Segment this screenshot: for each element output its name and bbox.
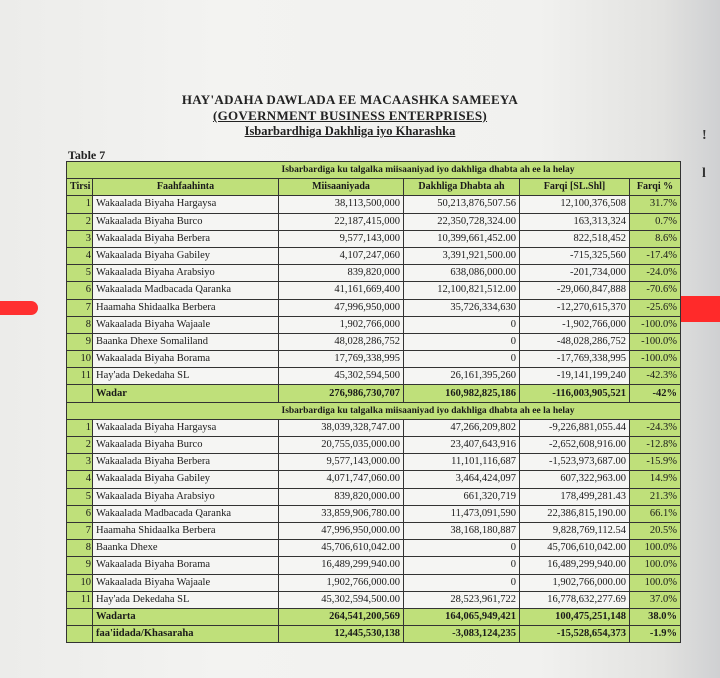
total-spacer xyxy=(67,385,93,402)
row-budget: 33,859,906,780.00 xyxy=(279,505,404,522)
row-actual: 0 xyxy=(404,333,520,350)
row-actual: 28,523,961,722 xyxy=(404,591,520,608)
total-budget: 264,541,200,569 xyxy=(279,608,404,625)
row-percent: -15.9% xyxy=(630,454,681,471)
row-percent: -42.3% xyxy=(630,368,681,385)
total-percent: 38.0% xyxy=(630,608,681,625)
row-percent: 37.0% xyxy=(630,591,681,608)
row-percent: 100.0% xyxy=(630,540,681,557)
column-header-budget: Miisaaniyada xyxy=(279,179,404,196)
page-edge-mark: ! xyxy=(702,128,707,143)
row-difference: 607,322,963.00 xyxy=(520,471,630,488)
total-budget: 276,986,730,707 xyxy=(279,385,404,402)
table-row xyxy=(67,230,681,247)
table-row xyxy=(67,299,681,316)
row-budget: 839,820,000.00 xyxy=(279,488,404,505)
row-description: Wakaalada Madbacada Qaranka xyxy=(93,282,279,299)
row-difference: -19,141,199,240 xyxy=(520,368,630,385)
row-percent: 0.7% xyxy=(630,213,681,230)
row-percent: -100.0% xyxy=(630,316,681,333)
row-percent: -70.6% xyxy=(630,282,681,299)
row-description: Wakaalada Biyaha Hargaysa xyxy=(93,419,279,436)
row-difference: 1,902,766,000.00 xyxy=(520,574,630,591)
row-index: 9 xyxy=(67,333,93,350)
table-row xyxy=(67,505,681,522)
row-actual: 0 xyxy=(404,540,520,557)
row-budget: 47,996,950,000.00 xyxy=(279,522,404,539)
table-row xyxy=(67,368,681,385)
row-budget: 38,113,500,000 xyxy=(279,196,404,213)
row-percent: -24.3% xyxy=(630,419,681,436)
row-difference: 16,778,632,277.69 xyxy=(520,591,630,608)
row-index: 7 xyxy=(67,299,93,316)
row-percent: 100.0% xyxy=(630,574,681,591)
table-row xyxy=(67,437,681,454)
page-edge-mark: l xyxy=(702,166,706,181)
row-percent: 8.6% xyxy=(630,230,681,247)
row-index: 6 xyxy=(67,505,93,522)
row-actual: 35,726,334,630 xyxy=(404,299,520,316)
column-header-difference: Farqi [SL.Shl] xyxy=(520,179,630,196)
row-description: Wakaalada Biyaha Hargaysa xyxy=(93,196,279,213)
row-index: 2 xyxy=(67,213,93,230)
comparison-table xyxy=(66,161,681,643)
row-difference: -715,325,560 xyxy=(520,247,630,264)
table-row xyxy=(67,282,681,299)
row-index: 6 xyxy=(67,282,93,299)
row-actual: 10,399,661,452.00 xyxy=(404,230,520,247)
table-body xyxy=(67,162,681,643)
table-row xyxy=(67,247,681,264)
row-description: Wakaalada Biyaha Burco xyxy=(93,437,279,454)
row-percent: 66.1% xyxy=(630,505,681,522)
table-row xyxy=(67,265,681,282)
red-highlight-marker-left xyxy=(0,301,38,315)
row-budget: 45,302,594,500 xyxy=(279,368,404,385)
row-difference: 163,313,324 xyxy=(520,213,630,230)
row-percent: -17.4% xyxy=(630,247,681,264)
column-header-actual: Dakhliga Dhabta ah xyxy=(404,179,520,196)
row-budget: 4,107,247,060 xyxy=(279,247,404,264)
row-budget: 38,039,328,747.00 xyxy=(279,419,404,436)
row-budget: 41,161,669,400 xyxy=(279,282,404,299)
section2-total-row xyxy=(67,608,681,625)
table-caption: Table 7 xyxy=(68,148,106,162)
row-actual: 26,161,395,260 xyxy=(404,368,520,385)
header-heading: Isbarbardhiga Dakhliga iyo Kharashka xyxy=(244,124,456,138)
column-header-index: Tirsi xyxy=(67,179,93,196)
table-row xyxy=(67,574,681,591)
row-budget: 9,577,143,000.00 xyxy=(279,454,404,471)
total-difference: -116,003,905,521 xyxy=(520,385,630,402)
table-row xyxy=(67,540,681,557)
table-row xyxy=(67,488,681,505)
row-actual: 22,350,728,324.00 xyxy=(404,213,520,230)
row-percent: 31.7% xyxy=(630,196,681,213)
table-row xyxy=(67,591,681,608)
row-budget: 47,996,950,000 xyxy=(279,299,404,316)
row-actual: 0 xyxy=(404,351,520,368)
row-difference: 22,386,815,190.00 xyxy=(520,505,630,522)
total-actual: -3,083,124,235 xyxy=(404,626,520,643)
row-index: 1 xyxy=(67,196,93,213)
row-description: Wakaalada Biyaha Gabiley xyxy=(93,247,279,264)
row-index: 3 xyxy=(67,454,93,471)
row-description: Wakaalada Biyaha Borama xyxy=(93,351,279,368)
row-budget: 45,706,610,042.00 xyxy=(279,540,404,557)
row-actual: 47,266,209,802 xyxy=(404,419,520,436)
row-budget: 1,902,766,000 xyxy=(279,316,404,333)
row-index: 4 xyxy=(67,471,93,488)
row-difference: -12,270,615,370 xyxy=(520,299,630,316)
row-description: Wakaalada Biyaha Arabsiyo xyxy=(93,488,279,505)
row-actual: 50,213,876,507.56 xyxy=(404,196,520,213)
row-budget: 45,302,594,500.00 xyxy=(279,591,404,608)
row-actual: 0 xyxy=(404,316,520,333)
row-description: Haamaha Shidaalka Berbera xyxy=(93,299,279,316)
section1-total-row xyxy=(67,385,681,402)
row-difference: 178,499,281.43 xyxy=(520,488,630,505)
row-budget: 48,028,286,752 xyxy=(279,333,404,350)
row-difference: -9,226,881,055.44 xyxy=(520,419,630,436)
total-actual: 164,065,949,421 xyxy=(404,608,520,625)
section-title: Isbarbardiga ku talgalka miisaaniyad iyo dakhliga dhabta ah ee la helay xyxy=(279,402,681,419)
section2-profit-row xyxy=(67,626,681,643)
table-row xyxy=(67,333,681,350)
row-index: 3 xyxy=(67,230,93,247)
header-row xyxy=(67,179,681,196)
section-title-row xyxy=(67,402,681,419)
row-percent: 20.5% xyxy=(630,522,681,539)
table-row xyxy=(67,522,681,539)
row-description: Baanka Dhexe xyxy=(93,540,279,557)
row-description: Wakaalada Biyaha Wajaale xyxy=(93,574,279,591)
row-description: Wakaalada Biyaha Burco xyxy=(93,213,279,230)
total-percent: -1.9% xyxy=(630,626,681,643)
row-difference: 822,518,452 xyxy=(520,230,630,247)
row-actual: 0 xyxy=(404,574,520,591)
total-actual: 160,982,825,186 xyxy=(404,385,520,402)
row-index: 9 xyxy=(67,557,93,574)
row-index: 8 xyxy=(67,316,93,333)
total-spacer xyxy=(67,626,93,643)
column-header-percent: Farqi % xyxy=(630,179,681,196)
row-index: 1 xyxy=(67,419,93,436)
row-index: 8 xyxy=(67,540,93,557)
table-row xyxy=(67,419,681,436)
row-budget: 9,577,143,000 xyxy=(279,230,404,247)
row-difference: -1,523,973,687.00 xyxy=(520,454,630,471)
row-difference: -48,028,286,752 xyxy=(520,333,630,350)
row-budget: 1,902,766,000.00 xyxy=(279,574,404,591)
row-actual: 661,320,719 xyxy=(404,488,520,505)
row-budget: 16,489,299,940.00 xyxy=(279,557,404,574)
row-actual: 638,086,000.00 xyxy=(404,265,520,282)
row-difference: -29,060,847,888 xyxy=(520,282,630,299)
row-index: 11 xyxy=(67,368,93,385)
row-percent: -12.8% xyxy=(630,437,681,454)
row-description: Wakaalada Biyaha Gabiley xyxy=(93,471,279,488)
row-budget: 22,187,415,000 xyxy=(279,213,404,230)
row-budget: 20,755,035,000.00 xyxy=(279,437,404,454)
row-index: 10 xyxy=(67,574,93,591)
row-actual: 3,464,424,097 xyxy=(404,471,520,488)
document-header xyxy=(120,92,580,139)
header-title: HAY'ADAHA DAWLADA EE MACAASHKA SAMEEYA xyxy=(181,92,519,107)
row-difference: 12,100,376,508 xyxy=(520,196,630,213)
section-title-spacer xyxy=(67,402,279,419)
row-actual: 3,391,921,500.00 xyxy=(404,247,520,264)
total-difference: -15,528,654,373 xyxy=(520,626,630,643)
row-difference: -1,902,766,000 xyxy=(520,316,630,333)
row-difference: 16,489,299,940.00 xyxy=(520,557,630,574)
row-percent: -100.0% xyxy=(630,333,681,350)
row-index: 7 xyxy=(67,522,93,539)
total-difference: 100,475,251,148 xyxy=(520,608,630,625)
table-row xyxy=(67,316,681,333)
row-index: 2 xyxy=(67,437,93,454)
total-percent: -42% xyxy=(630,385,681,402)
row-difference: -2,652,608,916.00 xyxy=(520,437,630,454)
total-label: Wadarta xyxy=(93,608,279,625)
row-index: 10 xyxy=(67,351,93,368)
row-actual: 0 xyxy=(404,557,520,574)
total-label: faa'iidada/Khasaraha xyxy=(93,626,279,643)
row-actual: 11,101,116,687 xyxy=(404,454,520,471)
row-difference: 45,706,610,042.00 xyxy=(520,540,630,557)
row-percent: -24.0% xyxy=(630,265,681,282)
row-actual: 11,473,091,590 xyxy=(404,505,520,522)
row-description: Wakaalada Biyaha Berbera xyxy=(93,230,279,247)
row-description: Baanka Dhexe Somaliland xyxy=(93,333,279,350)
header-subtitle: (GOVERNMENT BUSINESS ENTERPRISES) xyxy=(212,108,488,123)
row-budget: 839,820,000 xyxy=(279,265,404,282)
row-description: Wakaalada Biyaha Borama xyxy=(93,557,279,574)
row-actual: 38,168,180,887 xyxy=(404,522,520,539)
row-index: 11 xyxy=(67,591,93,608)
total-spacer xyxy=(67,608,93,625)
row-difference: -201,734,000 xyxy=(520,265,630,282)
column-header-description: Faahfaahinta xyxy=(93,179,279,196)
section-title: Isbarbardiga ku talgalka miisaaniyad iyo dakhliga dhabta ah ee la helay xyxy=(279,162,681,179)
table-row xyxy=(67,213,681,230)
row-percent: 100.0% xyxy=(630,557,681,574)
table-row xyxy=(67,196,681,213)
section-title-row xyxy=(67,162,681,179)
row-actual: 23,407,643,916 xyxy=(404,437,520,454)
row-index: 5 xyxy=(67,488,93,505)
total-budget: 12,445,530,138 xyxy=(279,626,404,643)
table-row xyxy=(67,557,681,574)
row-description: Wakaalada Madbacada Qaranka xyxy=(93,505,279,522)
row-difference: -17,769,338,995 xyxy=(520,351,630,368)
total-label: Wadar xyxy=(93,385,279,402)
row-description: Wakaalada Biyaha Wajaale xyxy=(93,316,279,333)
row-budget: 17,769,338,995 xyxy=(279,351,404,368)
row-description: Haamaha Shidaalka Berbera xyxy=(93,522,279,539)
table-row xyxy=(67,471,681,488)
table-row xyxy=(67,454,681,471)
row-percent: -25.6% xyxy=(630,299,681,316)
row-percent: 14.9% xyxy=(630,471,681,488)
row-actual: 12,100,821,512.00 xyxy=(404,282,520,299)
row-description: Hay'ada Dekedaha SL xyxy=(93,368,279,385)
row-index: 4 xyxy=(67,247,93,264)
row-description: Wakaalada Biyaha Berbera xyxy=(93,454,279,471)
table-row xyxy=(67,351,681,368)
row-index: 5 xyxy=(67,265,93,282)
row-difference: 9,828,769,112.54 xyxy=(520,522,630,539)
row-description: Hay'ada Dekedaha SL xyxy=(93,591,279,608)
row-description: Wakaalada Biyaha Arabsiyo xyxy=(93,265,279,282)
row-budget: 4,071,747,060.00 xyxy=(279,471,404,488)
comparison-table-wrapper xyxy=(66,161,678,643)
row-percent: -100.0% xyxy=(630,351,681,368)
row-percent: 21.3% xyxy=(630,488,681,505)
